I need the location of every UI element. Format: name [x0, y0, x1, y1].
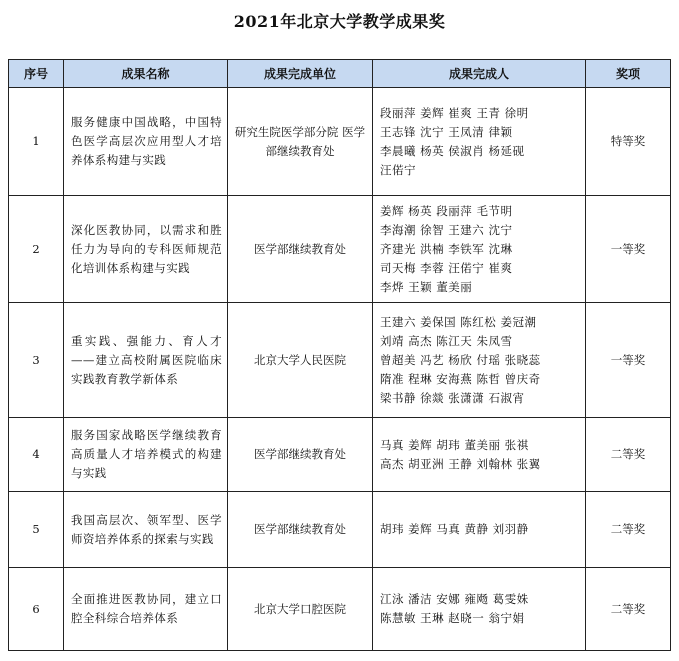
people-line: 姜辉 杨英 段丽萍 毛节明 [380, 203, 513, 218]
completing-unit: 医学部继续教育处 [228, 492, 373, 568]
people-line: 王建六 姜保国 陈红松 姜冠潮 [380, 314, 537, 329]
achievement-name: 我国高层次、领军型、医学师资培养体系的探索与实践 [64, 492, 228, 568]
completing-people [373, 418, 586, 492]
people-line: 汪偌宁 [380, 162, 416, 177]
achievement-name: 全面推进医教协同，建立口腔全科综合培养体系 [64, 568, 228, 651]
achievement-name: 服务健康中国战略，中国特色医学高层次应用型人才培养体系构建与实践 [64, 88, 228, 196]
people-line: 胡玮 姜辉 马真 黄静 刘羽静 [380, 522, 529, 536]
completing-people [373, 568, 586, 651]
row-num: 4 [9, 418, 64, 492]
completing-people [373, 492, 586, 568]
completing-people [373, 303, 586, 418]
people-line: 隋准 程琳 安海燕 陈哲 曾庆奇 [380, 371, 541, 386]
people-line: 司天梅 李蓉 汪偌宁 崔爽 [380, 260, 513, 275]
table-row [9, 568, 671, 651]
people-line: 刘靖 高杰 陈江天 朱凤雪 [380, 333, 513, 348]
header-num: 序号 [9, 60, 64, 88]
table-row [9, 196, 671, 303]
header-people: 成果完成人 [373, 60, 586, 88]
people-line: 陈慧敏 王琳 赵晓一 翁宁娟 [380, 611, 525, 625]
achievement-name: 重实践、强能力、育人才——建立高校附属医院临床实践教育教学新体系 [64, 303, 228, 418]
completing-unit: 医学部继续教育处 [228, 418, 373, 492]
people-line: 梁书静 徐燚 张潇潇 石淑宵 [380, 390, 525, 405]
people-line: 马真 姜辉 胡玮 董美丽 张祺 [380, 437, 529, 452]
header-row [9, 60, 671, 88]
achievement-name: 服务国家战略医学继续教育高质量人才培养模式的构建与实践 [64, 418, 228, 492]
header-award: 奖项 [586, 60, 671, 88]
achievement-name: 深化医教协同，以需求和胜任力为导向的专科医师规范化培训体系构建与实践 [64, 196, 228, 303]
award-level: 一等奖 [586, 196, 671, 303]
row-num: 3 [9, 303, 64, 418]
document-title: 2021年北京大学教学成果奖 [233, 12, 446, 31]
table-row [9, 88, 671, 196]
table-row [9, 303, 671, 418]
header-name: 成果名称 [64, 60, 228, 88]
row-num: 5 [9, 492, 64, 568]
completing-people [373, 88, 586, 196]
completing-unit: 研究生院医学部分院 医学部继续教育处 [228, 88, 373, 196]
people-line: 曾超美 冯艺 杨欣 付瑶 张晓蕊 [380, 352, 541, 367]
row-num: 1 [9, 88, 64, 196]
table-row [9, 418, 671, 492]
completing-unit: 北京大学人民医院 [228, 303, 373, 418]
people-line: 李海潮 徐智 王建六 沈宁 [380, 222, 513, 237]
people-line: 李晨曦 杨英 侯淑肖 杨延砚 [380, 143, 525, 158]
header-unit: 成果完成单位 [228, 60, 373, 88]
award-level: 二等奖 [586, 568, 671, 651]
row-num: 6 [9, 568, 64, 651]
people-line: 王志锋 沈宁 王凤清 律颖 [380, 124, 513, 139]
people-line: 段丽萍 姜辉 崔爽 王青 徐明 [380, 105, 529, 120]
award-level: 二等奖 [586, 492, 671, 568]
award-level: 特等奖 [586, 88, 671, 196]
people-line: 江泳 潘洁 安娜 雍飏 葛雯姝 [380, 592, 529, 606]
people-line: 李烨 王颖 董美丽 [380, 279, 473, 294]
completing-unit: 医学部继续教育处 [228, 196, 373, 303]
row-num: 2 [9, 196, 64, 303]
people-line: 高杰 胡亚洲 王静 刘翰林 张翼 [380, 456, 541, 471]
award-level: 一等奖 [586, 303, 671, 418]
completing-people [373, 196, 586, 303]
table-row [9, 492, 671, 568]
award-level: 二等奖 [586, 418, 671, 492]
completing-unit: 北京大学口腔医院 [228, 568, 373, 651]
people-line: 齐建光 洪楠 李铁军 沈琳 [380, 241, 513, 256]
awards-table [8, 59, 671, 651]
